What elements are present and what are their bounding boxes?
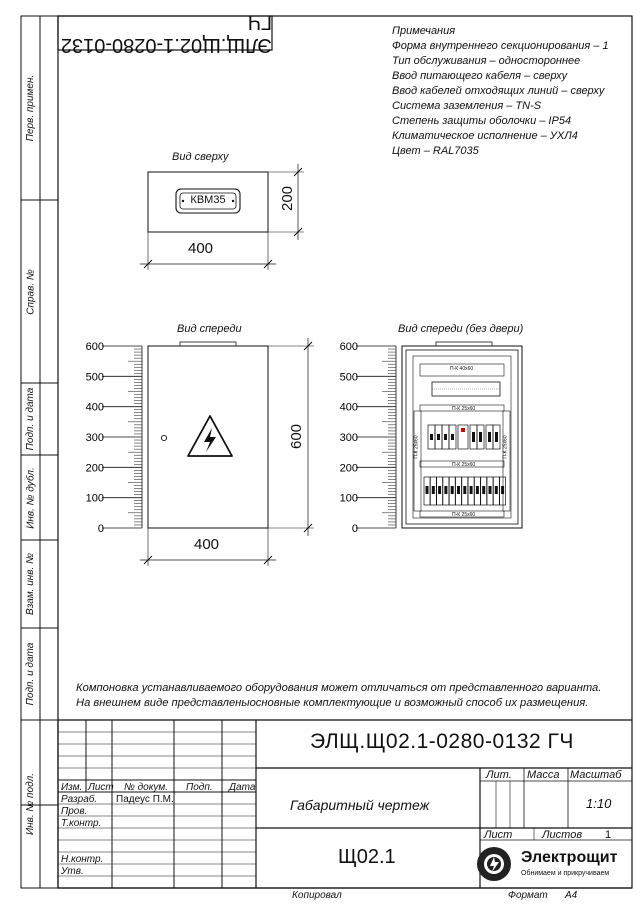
scale-tick-label: 500: [85, 371, 104, 384]
role-utv: Утв.: [61, 866, 84, 877]
side-duct-label: П-К 25х60: [413, 435, 420, 459]
mass-label: Масса: [527, 769, 560, 781]
sheets-value: 1: [605, 829, 612, 841]
front-view-title: Вид спереди: [177, 323, 242, 335]
scale-tick-label: 300: [339, 432, 358, 444]
notes-heading: Примечания: [392, 25, 456, 37]
scale-tick-label: 0: [97, 523, 104, 535]
side-label: Инв. № подл.: [25, 772, 36, 836]
scale-tick-label: 500: [339, 371, 358, 384]
note-line: Цвет – RAL7035: [392, 145, 479, 157]
disclaimer: Компоновка устанавливаемого оборудования может отличаться от представленного варианта. На внешнем виде представленыосновные комплектующие и возможный способ их размещения.: [76, 682, 602, 709]
side-label: Взам. инв. №: [25, 553, 36, 615]
lit-label: Лит.: [486, 769, 512, 781]
side-label: Подп. и дата: [25, 387, 36, 451]
col-data: Дата: [229, 782, 256, 793]
top-depth-dim: 200: [279, 185, 297, 212]
scale-tick-label: 400: [339, 401, 358, 414]
copied-label: Копировал: [292, 890, 342, 901]
rotated-stamp-code: ЭЛЩ.Щ02.1-0280-0132 ГЧ: [60, 11, 272, 56]
scale-tick-label: 300: [85, 432, 104, 444]
role-prov: Пров.: [61, 806, 88, 817]
note-line: Ввод кабелей отходящих линий – сверху: [392, 85, 605, 97]
gland-label: КВМ35: [190, 194, 226, 206]
top-view-title: Вид сверху: [172, 151, 229, 163]
col-izm: Изм.: [61, 782, 83, 793]
doc-title: Габаритный чертеж: [290, 797, 430, 813]
sheet-label: Лист: [484, 829, 513, 841]
side-label: Инв. № дубл.: [25, 466, 36, 529]
scale-tick-label: 200: [339, 462, 358, 475]
side-duct-label: П-К 25х60: [502, 435, 509, 459]
scale-tick-label: 400: [85, 401, 104, 414]
company-slogan: Обнимаем и прикручиваем: [521, 870, 610, 877]
scale-tick-label: 100: [85, 492, 104, 505]
front-height-dim: 600: [288, 423, 306, 450]
scale-value: 1:10: [586, 796, 612, 811]
scale-tick-label: 200: [85, 462, 104, 475]
doc-code: ЭЛЩ.Щ02.1-0280-0132 ГЧ: [310, 730, 574, 753]
scale-tick-label: 600: [339, 341, 358, 353]
format-label: Формат: [508, 890, 548, 901]
scale-tick-label: 0: [351, 523, 358, 535]
side-label: Подп. и дата: [25, 642, 36, 706]
side-label: Перв. примен.: [25, 74, 36, 142]
role-razrab: Разраб.: [61, 794, 98, 805]
note-line: Форма внутреннего секционирования – 1: [392, 40, 609, 52]
rail-label: П-К 25х60: [452, 406, 476, 412]
note-line: Степень защиты оболочки – IP54: [392, 115, 572, 127]
note-line: Система заземления – TN-S: [392, 100, 542, 112]
notes-block: [392, 24, 609, 159]
developer-name: Падеус П.М.: [116, 794, 174, 805]
scale-tick-label: 100: [339, 492, 358, 505]
rail-label: П-К 25х60: [452, 462, 476, 468]
note-line: Тип обслуживания – одностороннее: [392, 55, 581, 67]
col-list: Лист: [88, 782, 114, 793]
scale-tick-label: 600: [85, 341, 104, 353]
role-tkontr: Т.контр.: [61, 818, 102, 829]
format-value: А4: [565, 890, 578, 901]
note-line: Климатическое исполнение – УХЛ4: [392, 130, 578, 142]
scale-label: Масштаб: [570, 769, 622, 781]
col-ndoc: № докум.: [124, 782, 169, 793]
top-width-dim: 400: [188, 240, 214, 257]
rail-label: П-К 40х60: [450, 366, 474, 372]
note-line: Ввод питающего кабеля – сверху: [392, 70, 568, 82]
sheets-label: Листов: [542, 829, 583, 841]
side-label: Справ. №: [25, 268, 36, 315]
front-open-view-title: Вид спереди (без двери): [398, 323, 524, 335]
col-podp: Подп.: [186, 782, 213, 793]
rail-label: П-К 25х60: [452, 512, 476, 518]
role-nkontr: Н.контр.: [61, 854, 104, 865]
product-code: Щ02.1: [338, 846, 396, 868]
front-width-dim: 400: [194, 536, 220, 553]
company-name: Электрощит: [521, 849, 618, 866]
